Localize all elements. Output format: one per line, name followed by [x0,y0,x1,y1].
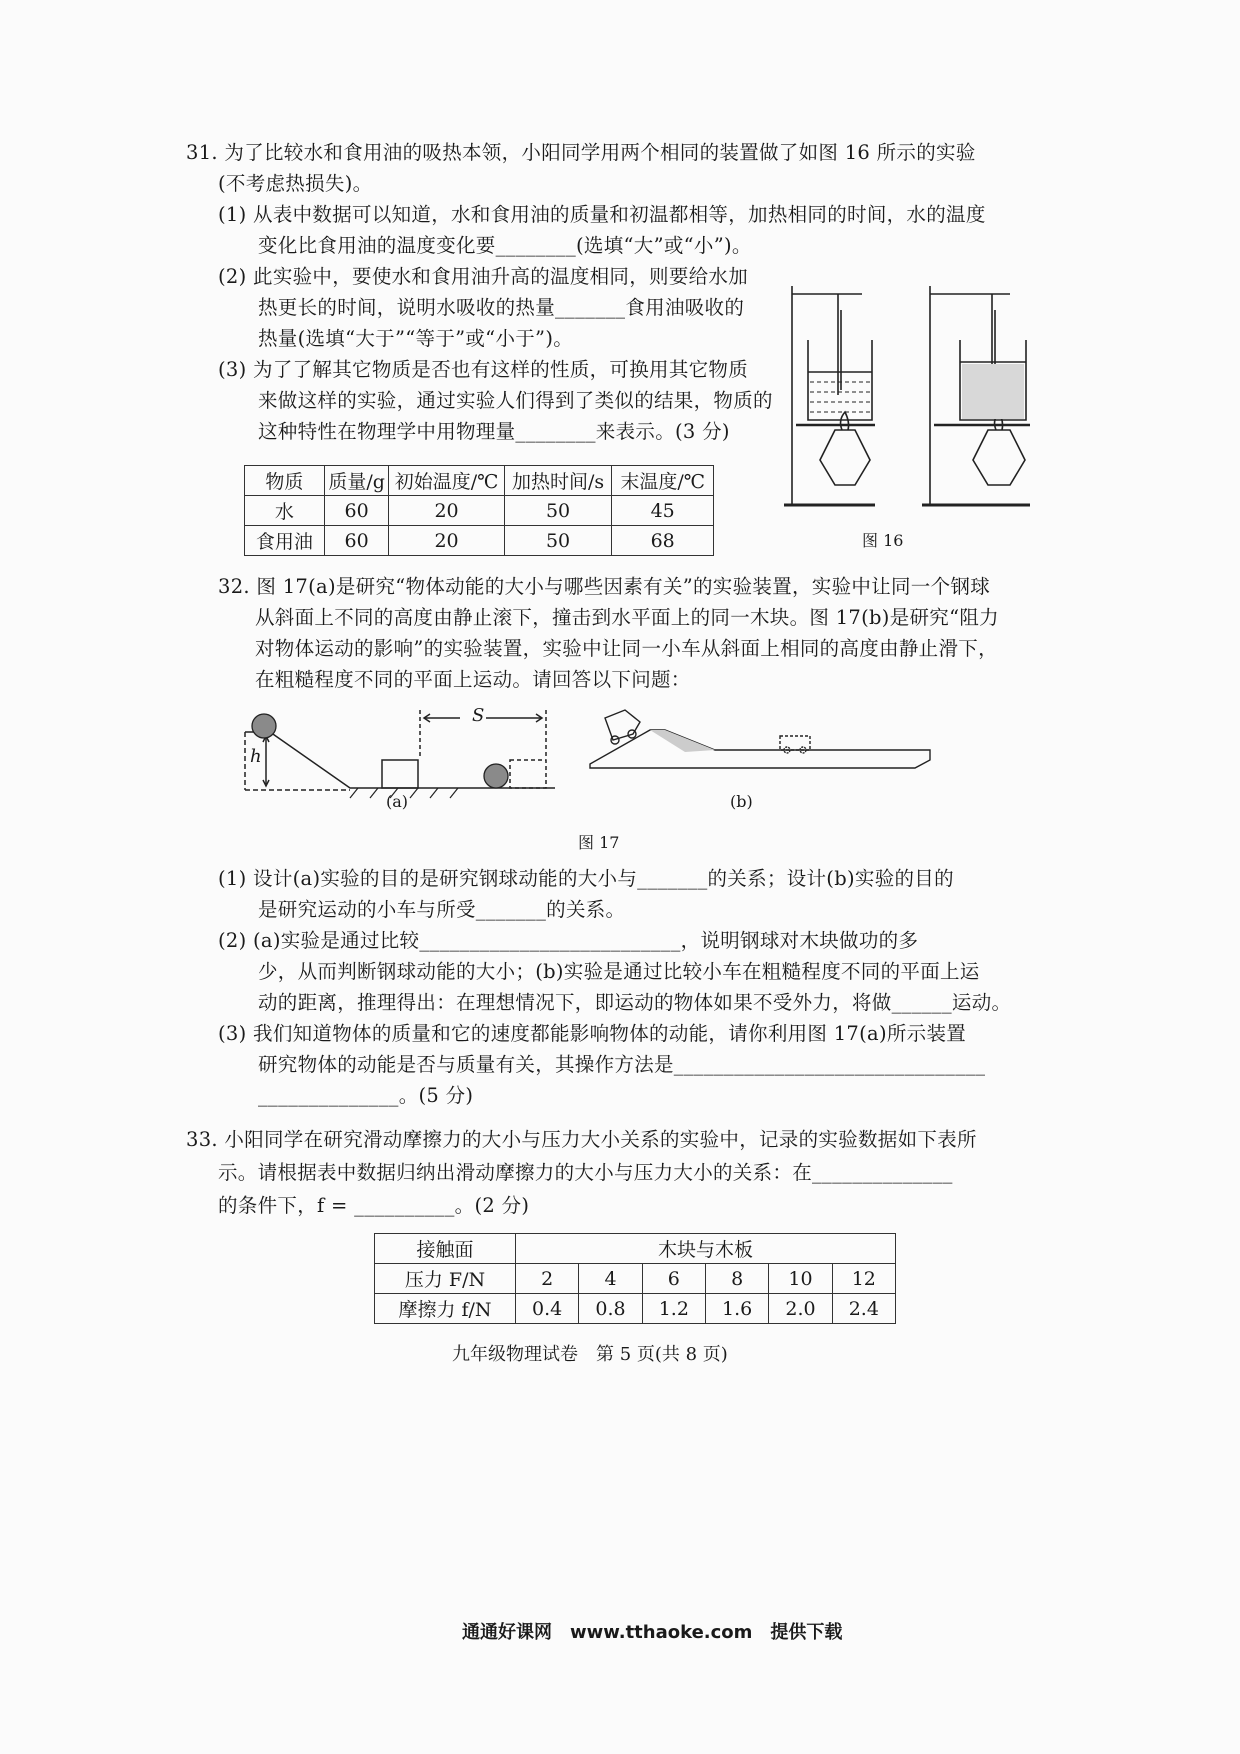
table-header-cell: 加热时间/s [504,466,612,496]
table-cell: 2.4 [832,1294,895,1324]
figure-17b-cart-ramp [585,700,945,780]
table-cell: 摩擦力 f/N [375,1294,516,1324]
table-row [375,1234,896,1264]
q31-data-table [244,465,714,556]
q32-line-3: 对物体运动的影响”的实验装置，实验中让同一小车从斜面上相同的高度由静止滑下， [255,637,998,660]
q32-line-4: 在粗糙程度不同的平面上运动。请回答以下问题： [255,668,691,691]
q31-line-7: 热量(选填“大于”“等于”或“小于”)。 [258,327,574,350]
q32-question-4: 少，从而判断钢球动能的大小；(b)实验是通过比较小车在粗糙程度不同的平面上运 [258,960,980,983]
table-header-cell: 质量/g [324,466,389,496]
table-header-cell: 末温度/℃ [612,466,714,496]
q31-line-2: (不考虑热损失)。 [218,172,373,195]
figure-16-caption: 图 16 [862,531,904,550]
table-cell: 8 [705,1264,768,1294]
table-cell: 12 [832,1264,895,1294]
q33-line-1: 33. 小阳同学在研究滑动摩擦力的大小与压力大小关系的实验中，记录的实验数据如下表所 [186,1128,977,1151]
table-cell: 45 [612,496,714,526]
table-header-cell: 木块与木板 [516,1234,896,1264]
table-cell: 20 [389,496,504,526]
q32-line-1: 32. 图 17(a)是研究“物体动能的大小与哪些因素有关”的实验装置，实验中让同一个钢球 [218,575,991,598]
q31-line-8: (3) 为了了解其它物质是否也有这样的性质，可换用其它物质 [218,358,749,381]
q33-data-table [374,1233,896,1324]
q33-line-3: 的条件下，f = __________。(2 分) [218,1194,530,1217]
table-cell: 10 [769,1264,832,1294]
page-footer: 九年级物理试卷 第 5 页(共 8 页) [452,1344,728,1365]
table-cell: 6 [642,1264,705,1294]
q32-question-3: (2) (a)实验是通过比较__________________________，说明钢球对木块做功的多 [218,929,919,952]
table-row [245,496,714,526]
table-cell: 60 [324,526,389,556]
q31-line-10: 这种特性在物理学中用物理量________来表示。(3 分) [258,420,730,443]
figure-17b-label: (b) [730,792,753,811]
q32-question-6: (3) 我们知道物体的质量和它的速度都能影响物体的动能，请你利用图 17(a)所示装置 [218,1022,967,1045]
figure-17a-distance-label: S [472,705,485,726]
table-header-cell: 物质 [245,466,325,496]
table-row [375,1294,896,1324]
table-header-cell: 接触面 [375,1234,516,1264]
table-header-cell: 初始温度/℃ [389,466,504,496]
q31-line-3: (1) 从表中数据可以知道，水和食用油的质量和初温都相等，加热相同的时间，水的温度 [218,203,986,226]
q31-line-5: (2) 此实验中，要使水和食用油升高的温度相同，则要给水加 [218,265,749,288]
table-cell: 50 [504,526,612,556]
figure-17a-height-label: h [250,746,262,767]
q32-question-1: (1) 设计(a)实验的目的是研究钢球动能的大小与_______的关系；设计(b)实验的目的 [218,867,954,890]
table-cell: 4 [579,1264,642,1294]
table-cell: 2 [516,1264,579,1294]
table-cell: 0.4 [516,1294,579,1324]
table-cell: 1.2 [642,1294,705,1324]
table-cell: 1.6 [705,1294,768,1324]
q31-line-1: 31. 为了比较水和食用油的吸热本领，小阳同学用两个相同的装置做了如图 16 所示的实验 [186,141,976,164]
table-cell: 水 [245,496,325,526]
q32-question-2: 是研究运动的小车与所受_______的关系。 [258,898,626,921]
q32-line-2: 从斜面上不同的高度由静止滚下，撞击到水平面上的同一木块。图 17(b)是研究“阻力 [255,606,999,629]
q32-question-5: 动的距离，推理得出：在理想情况下，即运动的物体如果不受外力，将做______运动。 [258,991,1012,1014]
table-cell: 压力 F/N [375,1264,516,1294]
q31-line-9: 来做这样的实验，通过实验人们得到了类似的结果，物质的 [258,389,773,412]
table-row [245,466,714,496]
figure-16-heating-apparatus [780,280,1060,520]
table-cell: 68 [612,526,714,556]
q33-line-2: 示。请根据表中数据归纳出滑动摩擦力的大小与压力大小的关系：在______________ [218,1161,953,1184]
table-row [245,526,714,556]
q31-line-6: 热更长的时间，说明水吸收的热量_______食用油吸收的 [258,296,745,319]
table-row [375,1264,896,1294]
download-source: 通通好课网 www.tthaoke.com 提供下载 [462,1622,843,1643]
q32-question-7: 研究物体的动能是否与质量有关，其操作方法是_______________________________ [258,1053,986,1076]
figure-17-caption: 图 17 [578,833,620,852]
table-cell: 0.8 [579,1294,642,1324]
q32-question-8: ______________。(5 分) [258,1084,474,1107]
table-cell: 60 [324,496,389,526]
table-cell: 20 [389,526,504,556]
figure-17a-label: (a) [386,792,409,811]
q31-line-4: 变化比食用油的温度变化要________(选填“大”或“小”)。 [258,234,752,257]
table-cell: 50 [504,496,612,526]
table-cell: 2.0 [769,1294,832,1324]
table-cell: 食用油 [245,526,325,556]
